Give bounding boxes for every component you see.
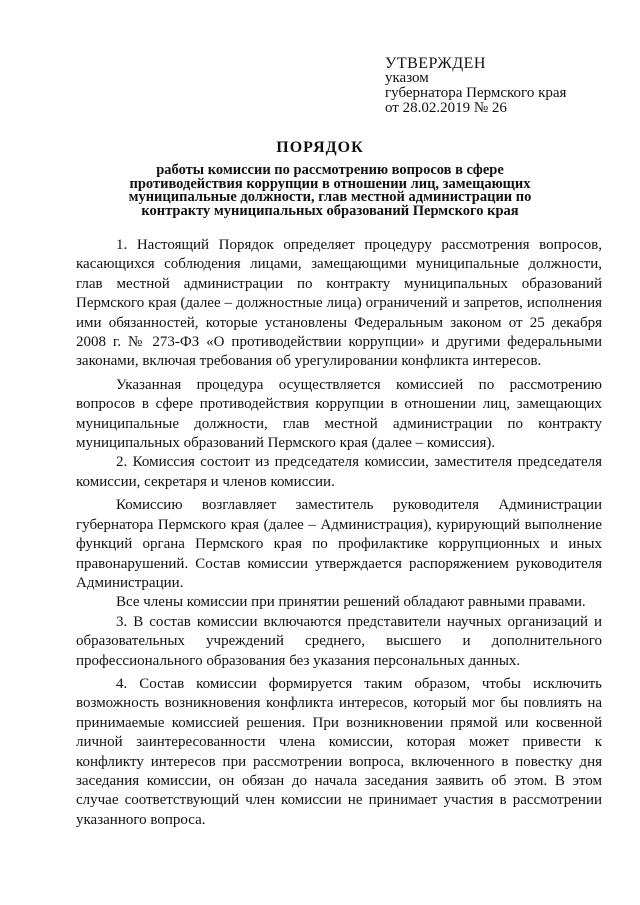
- approval-stamp: [385, 56, 566, 116]
- paragraph: Комиссию возглавляет заместитель руководителя Администрации губернатора Пермского края (далее – Администрация), курирующий выполнение функций органа Пермского края по профилактике коррупционных и иных правонарушений. Состав комиссии утверждается распоряжением руководителя Администрации.: [76, 497, 602, 591]
- document-title: ПОРЯДОК: [276, 139, 364, 156]
- paragraph: 1. Настоящий Порядок определяет процедуру рассмотрения вопросов, касающихся соблюдения лицами, замещающими муниципальные должности, глав местной администрации по контракту муниципальных образований Пермского края (далее – должностные лица) ограничений и запретов, исполнения ими обязанностей, которые установлены Федеральным законом от 25 декабря 2008 г. № 273-ФЗ «О противодействии коррупции» и другими федеральными законами, включая требования об урегулировании конфликта интересов.: [76, 237, 602, 370]
- document-subtitle: работы комиссии по рассмотрению вопросов в сфере противодействия коррупции в отношении лиц, замещающих муниципальные должности, глав местной администрации по контракту муниципальных образований Пермского края: [128, 162, 532, 219]
- paragraph: 2. Комиссия состоит из председателя комиссии, заместителя председателя комиссии, секретаря и членов комиссии.: [76, 454, 602, 490]
- paragraph: 4. Состав комиссии формируется таким образом, чтобы исключить возможность возникновения конфликта интересов, который мог бы повлиять на принимаемые комиссией решения. При возникновении прямой или косвенной личной заинтересованности члена комиссии, которая может привести к конфликту интересов при рассмотрении вопроса, включенного в повестку дня заседания комиссии, он обязан до начала заседания заявить об этом. В этом случае соответствующий член комиссии не принимает участия в рассмотрении указанного вопроса.: [76, 675, 602, 828]
- approval-date: от 28.02.2019 № 26: [385, 100, 507, 116]
- approval-line: указом: [385, 70, 429, 86]
- approval-line: губернатора Пермского края: [385, 85, 567, 101]
- paragraph: Указанная процедура осуществляется комиссией по рассмотрению вопросов в сфере противодействия коррупции в отношении лиц, замещающих муниципальные должности, глав местной администрации по контракту муниципальных образований Пермского края (далее – комиссия).: [76, 376, 602, 452]
- paragraph: 3. В состав комиссии включаются представители научных организаций и образовательных учреждений среднего, высшего и дополнительного профессионального образования без указания персональных данных.: [76, 613, 602, 669]
- paragraph: Все члены комиссии при принятии решений обладают равными правами.: [116, 594, 586, 611]
- approval-title: УТВЕРЖДЕН: [385, 55, 486, 72]
- document-body: [76, 236, 602, 830]
